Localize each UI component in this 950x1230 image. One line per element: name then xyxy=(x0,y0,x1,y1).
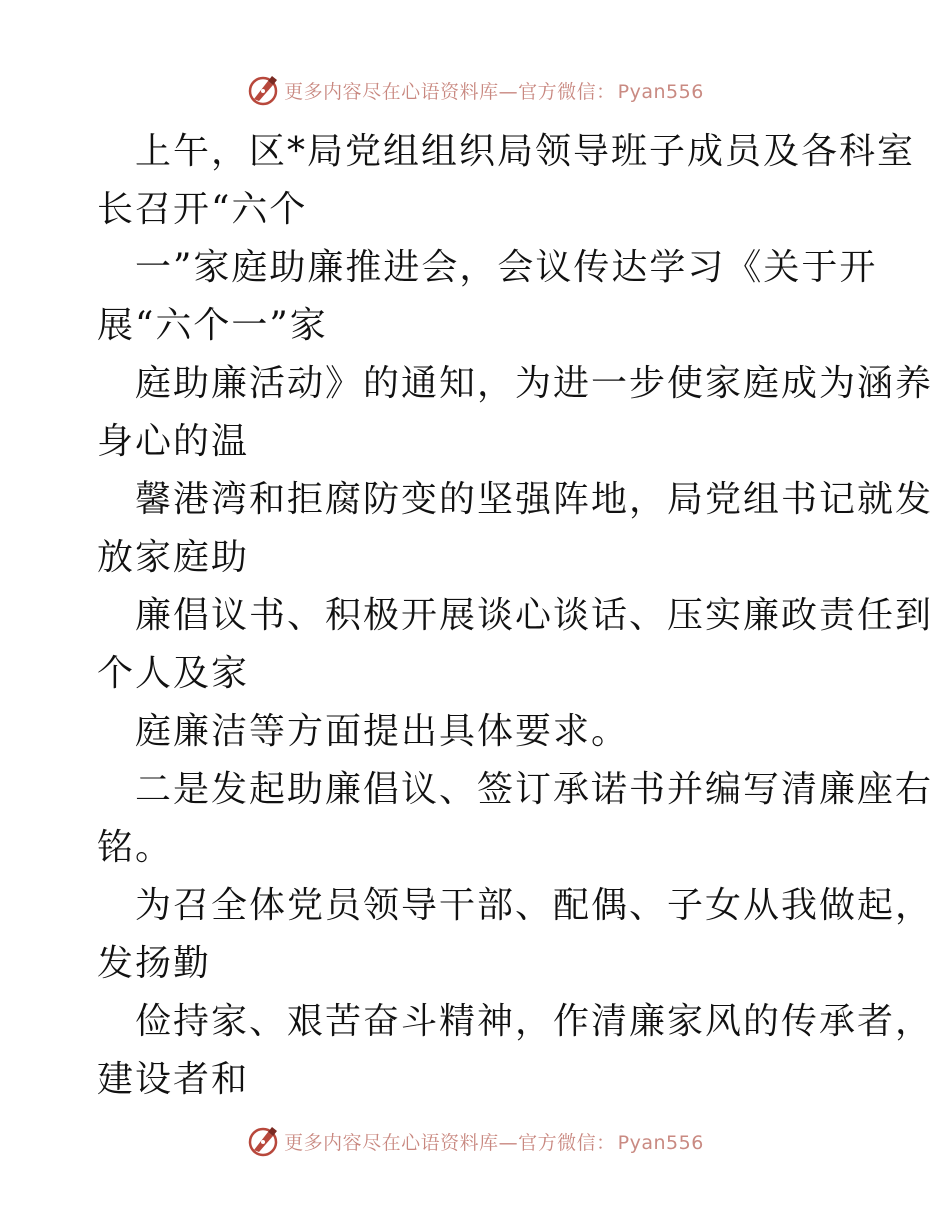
text-line: 建设者和 xyxy=(97,1059,250,1100)
watermark-wechat-id: Pyan556 xyxy=(617,1131,704,1154)
text-line: 馨港湾和拒腐防变的坚强阵地，局党组书记就发 xyxy=(135,479,934,520)
pen-nib-logo-icon xyxy=(246,73,280,107)
text-line: 放家庭助 xyxy=(97,537,250,578)
text-line: 俭持家、艰苦奋斗精神，作清廉家风的传承者， xyxy=(135,1001,934,1042)
text-line: 长召开“六个 xyxy=(97,189,308,230)
header-watermark xyxy=(0,70,950,110)
watermark-text: 更多内容尽在心语资料库—官方微信： Pyan556 xyxy=(284,80,704,103)
text-line: 发扬勤 xyxy=(97,943,212,984)
text-line: 铭。 xyxy=(97,827,174,868)
text-line: 展“六个一”家 xyxy=(97,305,328,346)
text-line: 上午，区*局党组组织局领导班子成员及各科室 xyxy=(135,131,916,172)
pen-nib-logo-icon xyxy=(246,1124,280,1158)
text-line: 庭助廉活动》的通知，为进一步使家庭成为涵养 xyxy=(135,363,934,404)
footer-watermark xyxy=(0,1121,950,1161)
text-line: 廉倡议书、积极开展谈心谈话、压实廉政责任到 xyxy=(135,595,934,636)
watermark-wechat-id: Pyan556 xyxy=(617,80,704,103)
document-body xyxy=(97,123,934,1109)
text-line: 二是发起助廉倡议、签订承诺书并编写清廉座右 xyxy=(135,769,934,810)
watermark-text: 更多内容尽在心语资料库—官方微信： Pyan556 xyxy=(284,1131,704,1154)
text-line: 一”家庭助廉推进会，会议传达学习《关于开 xyxy=(135,247,878,288)
text-line: 个人及家 xyxy=(97,653,250,694)
text-line: 身心的温 xyxy=(97,421,250,462)
text-line: 庭廉洁等方面提出具体要求。 xyxy=(135,711,630,752)
text-line: 为召全体党员领导干部、配偶、子女从我做起， xyxy=(135,885,934,926)
